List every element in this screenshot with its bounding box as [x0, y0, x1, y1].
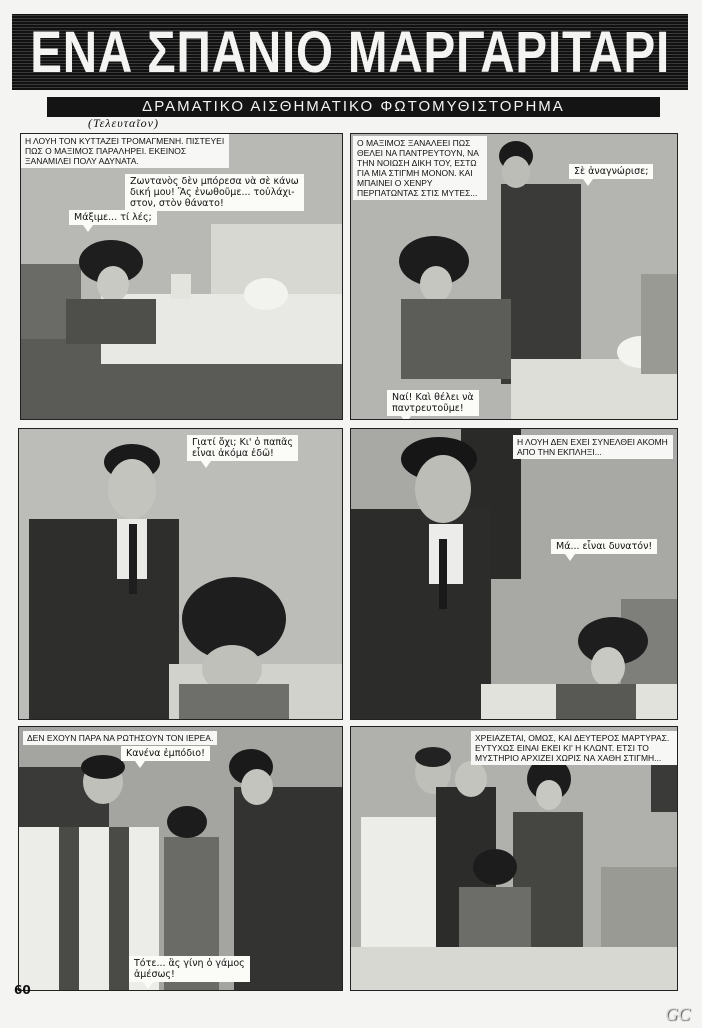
page-title: ΕΝΑ ΣΠΑΝΙΟ ΜΑΡΓΑΡΙΤΑΡΙ — [30, 19, 670, 85]
panel-1 — [20, 133, 343, 420]
watermark: GC — [665, 1004, 691, 1024]
page-number: 60 — [14, 983, 31, 997]
panel-5-caption: ΔΕΝ ΕΧΟΥΝ ΠΑΡΑ ΝΑ ΡΩΤΗΣΟΥΝ ΤΟΝ ΙΕΡΕΑ. — [23, 731, 217, 745]
title-band — [12, 14, 688, 90]
panel-6-caption: ΧΡΕΙΑΖΕΤΑΙ, ΟΜΩΣ, ΚΑΙ ΔΕΥΤΕΡΟΣ ΜΑΡΤΥΡΑΣ. ΕΥΤΥΧΩΣ ΕΙΝΑΙ ΕΚΕΙ ΚΙ' Η ΚΛΩΝΤ. ΕΤΣΙ ΤΟ ΜΥΣΤΗΡΙΟ ΑΡΧΙΖΕΙ ΧΩΡΙΣ ΝΑ ΧΑΘΗ ΣΤΙΓΜΗ... — [471, 731, 678, 765]
panel-2-bubble-2: Ναί! Καὶ θέλει νὰ παντρευτοῦμε! — [387, 390, 479, 416]
panel-5-scene — [19, 727, 342, 990]
panel-5-bubble-1: Κανένα ἐμπόδιο! — [121, 746, 210, 761]
panel-4 — [350, 428, 678, 720]
panel-2-caption: Ο ΜΑΞΙΜΟΣ ΞΑΝΑΛΕΕΙ ΠΩΣ ΘΕΛΕΙ ΝΑ ΠΑΝΤΡΕΥΤΟΥΝ, ΝΑ ΤΗΝ ΝΟΙΩΣΗ ΔΙΚΗ ΤΟΥ, ΕΣΤΩ ΓΙΑ ΜΙΑ ΣΤΙΓΜΗ ΜΟΝΟΝ. ΚΑΙ ΜΠΑΙΝΕΙ Ο ΧΕΝΡΥ ΠΕΡΠΑΤΩΝΤΑΣ ΣΤΙΣ ΜΥΤΕΣ... — [353, 136, 487, 200]
panel-3-scene — [19, 429, 342, 719]
panel-4-caption: Η ΛΟΥΗ ΔΕΝ ΕΧΕΙ ΣΥΝΕΛΘΕΙ ΑΚΟΜΗ ΑΠΟ ΤΗΝ ΕΚΠΛΗΞΙ... — [513, 435, 673, 459]
subtitle-band: ΔΡΑΜΑΤΙΚΟ ΑΙΣΘΗΜΑΤΙΚΟ ΦΩΤΟΜΥΘΙΣΤΟΡΗΜΑ — [47, 97, 660, 117]
part-label: (Τελευταῖον) — [88, 116, 159, 130]
panel-6-scene — [351, 727, 677, 990]
panel-1-caption: Η ΛΟΥΗ ΤΟΝ ΚΥΤΤΑΖΕΙ ΤΡΟΜΑΓΜΕΝΗ. ΠΙΣΤΕΥΕΙ ΠΩΣ Ο ΜΑΞΙΜΟΣ ΠΑΡΑΛΗΡΕΙ. ΕΚΕΙΝΟΣ ΞΑΝΑΜΙΛΕΙ ΠΟΛΥ ΑΔΥΝΑΤΑ. — [21, 134, 229, 168]
panel-4-bubble-1: Μά... εἶναι δυνατόν! — [551, 539, 657, 554]
panel-1-bubble-1: Ζωντανὸς δὲν μπόρεσα νὰ σὲ κάνω δική μου! Ἂς ἑνωθοῦμε... τοὐλάχι- στον, στὸν θάνατο! — [125, 174, 304, 211]
panel-3 — [18, 428, 343, 720]
panel-2-bubble-1: Σὲ ἀναγνώρισε; — [569, 164, 653, 179]
panel-3-bubble-1: Γιατί ὄχι; Κι' ὁ παπᾶς εἶναι ἀκόμα ἐδῶ! — [187, 435, 298, 461]
panel-6 — [350, 726, 678, 991]
panel-1-bubble-2: Μάξιμε... τί λές; — [69, 210, 157, 225]
panel-2 — [350, 133, 678, 420]
panel-5-bubble-2: Τότε... ἂς γίνη ὁ γάμος ἀμέσως! — [129, 956, 250, 982]
panel-5 — [18, 726, 343, 991]
panel-4-scene — [351, 429, 677, 719]
